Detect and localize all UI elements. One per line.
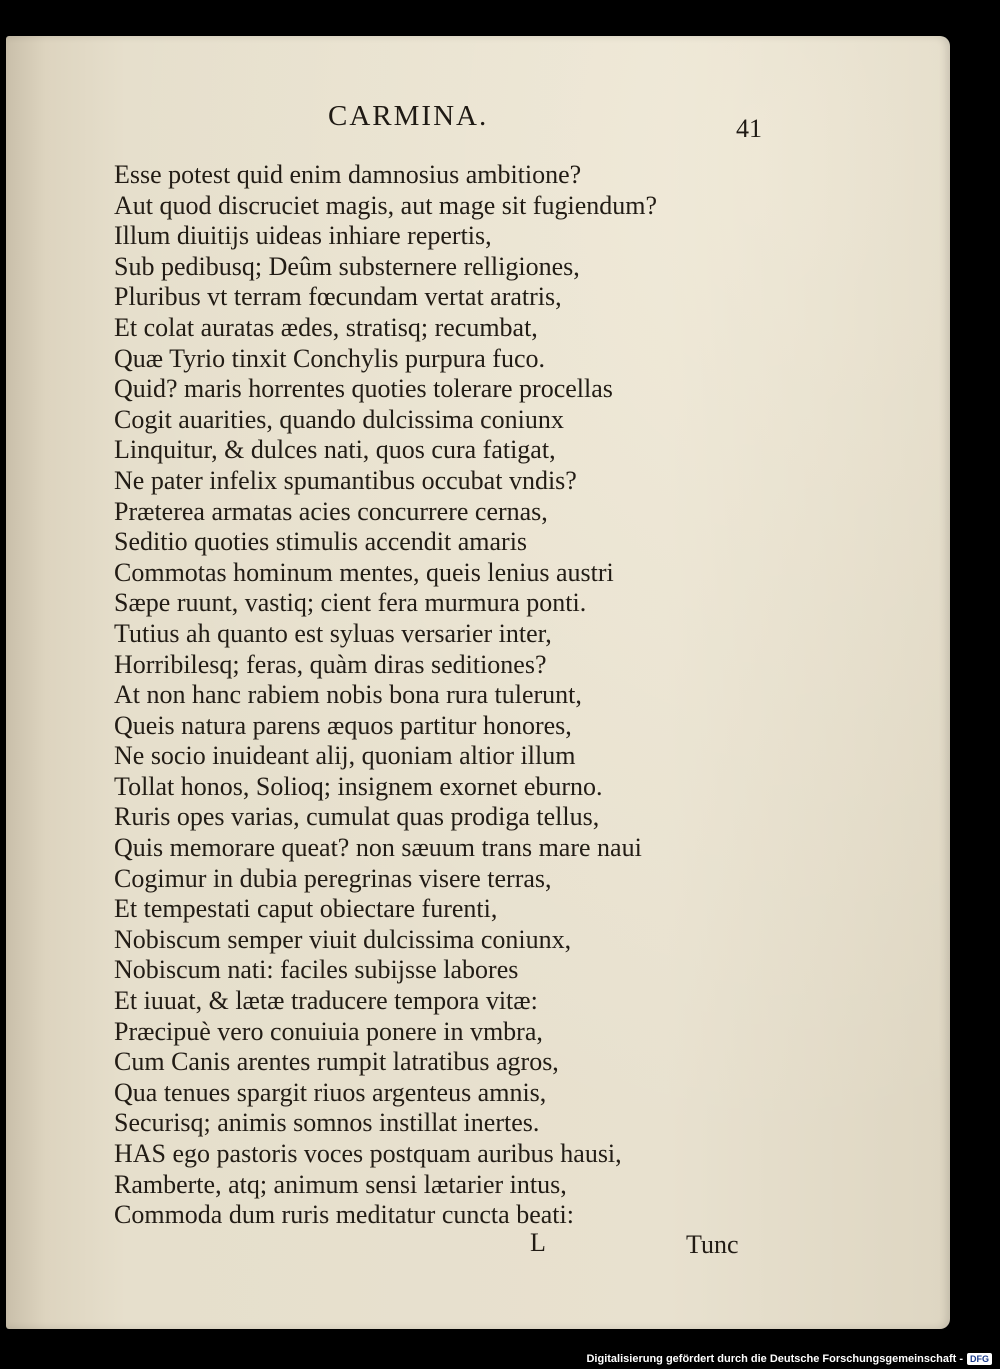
verse-line: Quis memorare queat? non sæuum trans mare naui	[114, 833, 642, 863]
verse-line: HAS ego pastoris voces postquam auribus hausi,	[114, 1139, 622, 1168]
verse-line: Linquitur, & dulces nati, quos cura fatigat,	[114, 435, 556, 465]
verse-line: Quæ Tyrio tinxit Conchylis purpura fuco.	[114, 343, 545, 373]
book-page	[6, 36, 950, 1329]
signature-mark: L	[530, 1228, 546, 1257]
verse-line: Horribilesq; feras, quàm diras seditiones?	[114, 649, 547, 679]
verse-line: Commoda dum ruris meditatur cuncta beati:	[114, 1200, 574, 1230]
verse-line: Seditio quoties stimulis accendit amaris	[114, 527, 528, 557]
verse-line: Queis natura parens æquos partitur honores,	[114, 710, 572, 740]
verse-line: Aut quod discruciet magis, aut mage sit fugiendum?	[114, 190, 657, 220]
verse-line: Esse potest quid enim damnosius ambitione?	[114, 160, 582, 189]
verse-line: Pluribus vt terram fœcundam vertat aratris,	[114, 282, 562, 312]
verse-line: Nobiscum nati: faciles subijsse labores	[114, 955, 519, 985]
verse-line: Cogit auarities, quando dulcissima coniunx	[114, 404, 564, 434]
verse-line: Sæpe ruunt, vastiq; cient fera murmura ponti.	[114, 588, 587, 618]
verse-line: Cum Canis arentes rumpit latratibus agros,	[114, 1047, 559, 1077]
verse-line: Ramberte, atq; animum sensi lætarier intus,	[114, 1169, 567, 1199]
verse-line: Quid? maris horrentes quoties tolerare procellas	[114, 374, 613, 404]
verse-line: At non hanc rabiem nobis bona rura tulerunt,	[114, 680, 582, 710]
verse-line: Tutius ah quanto est syluas versarier inter,	[114, 618, 552, 648]
verse-line: Præterea armatas acies concurrere cernas,	[114, 496, 548, 526]
verse-line: Illum diuitijs uideas inhiare repertis,	[114, 221, 492, 251]
verse-line: Et iuuat, & lætæ traducere tempora vitæ:	[114, 986, 538, 1016]
verse-line: Et tempestati caput obiectare furenti,	[114, 894, 498, 924]
verse-line: Ne socio inuideant alij, quoniam altior illum	[114, 741, 576, 771]
verse-line: Securisq; animis somnos instillat inertes.	[114, 1108, 540, 1138]
footer-credit	[586, 1353, 992, 1365]
verse-line: Commotas hominum mentes, queis lenius austri	[114, 557, 614, 587]
footer-credit-text: Digitalisierung gefördert durch die Deutsche Forschungsgemeinschaft -	[586, 1353, 963, 1365]
verse-line: Præcipuè vero conuiuia ponere in vmbra,	[114, 1016, 543, 1046]
verse-line: Ruris opes varias, cumulat quas prodiga tellus,	[114, 802, 600, 832]
catchword: Tunc	[686, 1230, 739, 1259]
dfg-logo-icon: DFG	[967, 1353, 992, 1365]
verse-line: Tollat honos, Solioq; insignem exornet eburno.	[114, 771, 603, 801]
verse-lines	[114, 160, 657, 1231]
page-number: 41	[736, 114, 762, 143]
verse-line: Ne pater infelix spumantibus occubat vndis?	[114, 465, 577, 495]
running-head: CARMINA.	[328, 100, 489, 132]
verse-line: Cogimur in dubia peregrinas visere terras,	[114, 863, 552, 893]
verse-line: Et colat auratas ædes, stratisq; recumbat,	[114, 312, 538, 342]
verse-line: Sub pedibusq; Deûm substernere relligiones,	[114, 251, 580, 281]
verse-line: Nobiscum semper viuit dulcissima coniunx,	[114, 924, 572, 954]
verse-line: Qua tenues spargit riuos argenteus amnis,	[114, 1077, 547, 1107]
